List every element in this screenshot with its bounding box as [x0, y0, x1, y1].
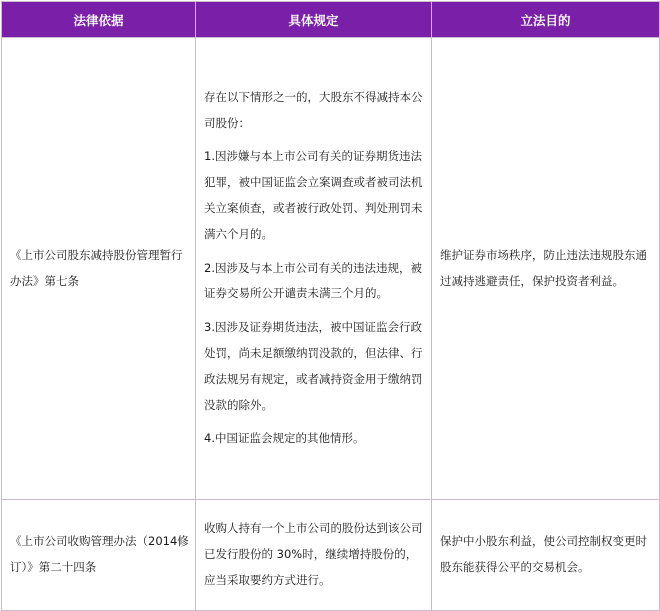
table-row: [2, 38, 660, 500]
rule-paragraph: 4.中国证监会规定的其他情形。: [204, 431, 365, 446]
cell-basis: 《上市公司收购管理办法（2014修订）》第二十四条: [2, 500, 196, 611]
table-row: [2, 500, 660, 611]
cell-rules: [196, 500, 432, 611]
regulation-table: [1, 1, 660, 611]
rule-paragraph: 2.因涉及与本上市公司有关的违法违规，被证券交易所公开谴责未满三个月的。: [204, 260, 422, 301]
header-purpose: 立法目的: [432, 2, 660, 38]
header-rules: 具体规定: [196, 2, 432, 38]
rule-paragraph: 3.因涉及证券期货违法，被中国证监会行政处罚，尚未足额缴纳罚没款的，但法律、行政法规另有规定，或者减持资金用于缴纳罚没款的除外。: [204, 320, 423, 412]
rule-paragraph: 存在以下情形之一的，大股东不得减持本公司股份：: [204, 89, 423, 130]
rule-paragraph: 收购人持有一个上市公司的股份达到该公司已发行股份的 30%时，继续增持股份的，应当采取要约方式进行。: [204, 521, 423, 587]
cell-purpose: 维护证券市场秩序，防止违法违规股东通过减持逃避责任，保护投资者利益。: [432, 38, 660, 500]
rule-paragraph: 1.因涉嫌与本上市公司有关的证券期货违法犯罪，被中国证监会立案调查或者被司法机关立案侦查，或者被行政处罚、判处刑罚未满六个月的。: [204, 149, 423, 241]
table-header-row: [2, 2, 660, 38]
header-basis: 法律依据: [2, 2, 196, 38]
cell-purpose: 保护中小股东利益，使公司控制权变更时股东能获得公平的交易机会。: [432, 500, 660, 611]
cell-rules: [196, 38, 432, 500]
cell-basis: 《上市公司股东减持股份管理暂行办法》第七条: [2, 38, 196, 500]
